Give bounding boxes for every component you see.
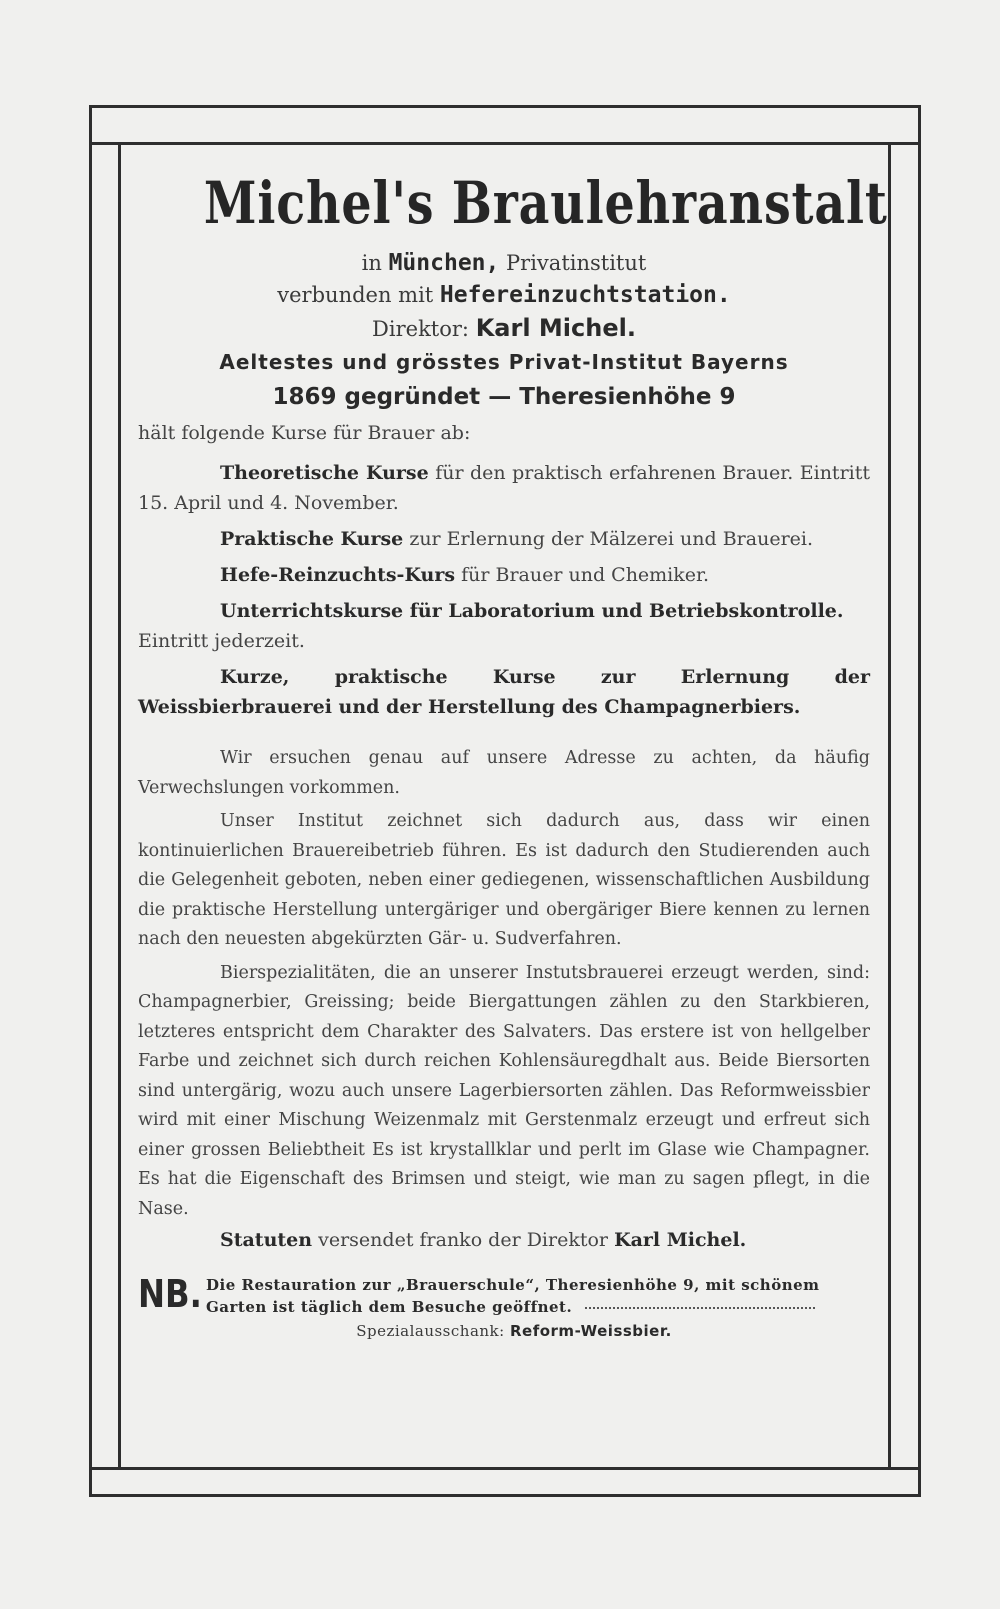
kurs-praktisch xyxy=(138,524,870,554)
header-suffix: Privatinstitut xyxy=(506,251,647,275)
header-city: München, xyxy=(388,250,500,276)
intro-text: hält folgende Kurse für Brauer ab: xyxy=(138,422,471,444)
paragraph-bierspezialitaeten: Bierspezialitäten, die an unserer Instutsbrauerei erzeugt werden, sind: Champagnerbier, Greissing; beide Biergattungen zählen zu den Starkbieren, letzteres entspricht dem Charakter des Salvaters. Das erstere ist von hellgelber Farbe und zeichnet sich durch reichen Kohlensäuregdhalt aus. Beide Biersorten sind untergärig, wozu auch unsere Lagerbiersorten zählen. Das Reformweissbier wird mit einer Mischung Weizenmalz mit Gerstenmalz erzeugt und erfreut sich einer grossen Beliebtheit Es ist krystallklar und perlt im Glase wie Champagner. Es hat die Eigenschaft des Brimsen und steigt, wie man zu sagen pflegt, in die Nase. xyxy=(138,962,870,1219)
header-line-director xyxy=(138,314,870,342)
kurs-label: Hefe-Reinzuchts-Kurs xyxy=(220,564,456,586)
nb-spezial-label: Spezialausschank: xyxy=(356,1321,505,1340)
header-line-location xyxy=(138,250,870,276)
header-prefix: verbunden mit xyxy=(277,283,434,307)
inner-border-bottom xyxy=(89,1467,921,1470)
header-director-label: Direktor: xyxy=(372,317,469,341)
kurs-label: Praktische Kurse xyxy=(220,528,404,550)
kurs-label: Theoretische Kurse xyxy=(220,462,429,484)
kurs-hefe xyxy=(138,560,870,590)
nb-spezial-value: Reform-Weissbier. xyxy=(509,1321,672,1340)
kurs-text: für den praktisch erfahrenen Brauer. Eintritt 15. April und 4. November. xyxy=(138,462,870,514)
header-line-station xyxy=(138,282,870,308)
advertisement-content xyxy=(138,160,888,1340)
header-line-founded: 1869 gegründet — Theresienhöhe 9 xyxy=(272,384,736,410)
kurs-text: für Brauer und Chemiker. xyxy=(461,564,710,586)
inner-border-right xyxy=(888,142,891,1470)
header-prefix: in xyxy=(361,251,382,275)
nb-label: NB. xyxy=(138,1271,202,1316)
nb-section xyxy=(138,1271,870,1318)
header-director-name: Karl Michel. xyxy=(475,314,636,342)
wavy-rule xyxy=(585,1307,815,1309)
statuten-name: Karl Michel. xyxy=(614,1229,747,1251)
kurs-label: Unterrichtskurse für Laboratorium und Betriebskontrolle. xyxy=(220,600,844,622)
kurs-unterricht xyxy=(138,596,870,626)
nb-text xyxy=(206,1274,870,1318)
kurs-theoretisch xyxy=(138,458,870,518)
statuten-text: versendet franko der Direktor xyxy=(318,1229,609,1251)
statuten-label: Statuten xyxy=(220,1229,313,1251)
kurs-weissbier: Kurze, praktische Kurse zur Erlernung der Weissbierbrauerei und der Herstellung des Champagnerbiers. xyxy=(138,666,870,718)
kurs-text: zur Erlernung der Mälzerei und Brauerei. xyxy=(409,528,814,550)
kurs-unterricht-note: Eintritt jederzeit. xyxy=(138,630,305,652)
header-line-oldest: Aeltestes und grösstes Privat-Institut Bayerns xyxy=(219,350,789,374)
page-title: Michel's Braulehranstalt xyxy=(203,169,888,237)
nb-restauration-text: Die Restauration zur „Brauerschule“, Theresienhöhe 9, mit schönem Garten ist täglich dem Besuche geöffnet. xyxy=(206,1275,820,1316)
statuten-line xyxy=(138,1226,870,1256)
inner-border-top xyxy=(89,142,921,145)
nb-spezialausschank xyxy=(158,1322,870,1340)
inner-border-left xyxy=(118,142,121,1470)
paragraph-institut: Unser Institut zeichnet sich dadurch aus, dass wir einen kontinuierlichen Brauereibetrieb führen. Es ist dadurch den Studierenden auch die Gelegenheit geboten, neben einer gediegenen, wissenschaftlichen Ausbildung die praktische Herstellung untergäriger und obergäriger Biere kennen zu lernen nach den neuesten abgekürzten Gär- u. Sudverfahren. xyxy=(138,811,870,949)
paragraph-adresse: Wir ersuchen genau auf unsere Adresse zu achten, da häufig Verwechslungen vorkommen. xyxy=(138,748,870,798)
header-station: Hefereinzuchtstation. xyxy=(439,282,731,308)
